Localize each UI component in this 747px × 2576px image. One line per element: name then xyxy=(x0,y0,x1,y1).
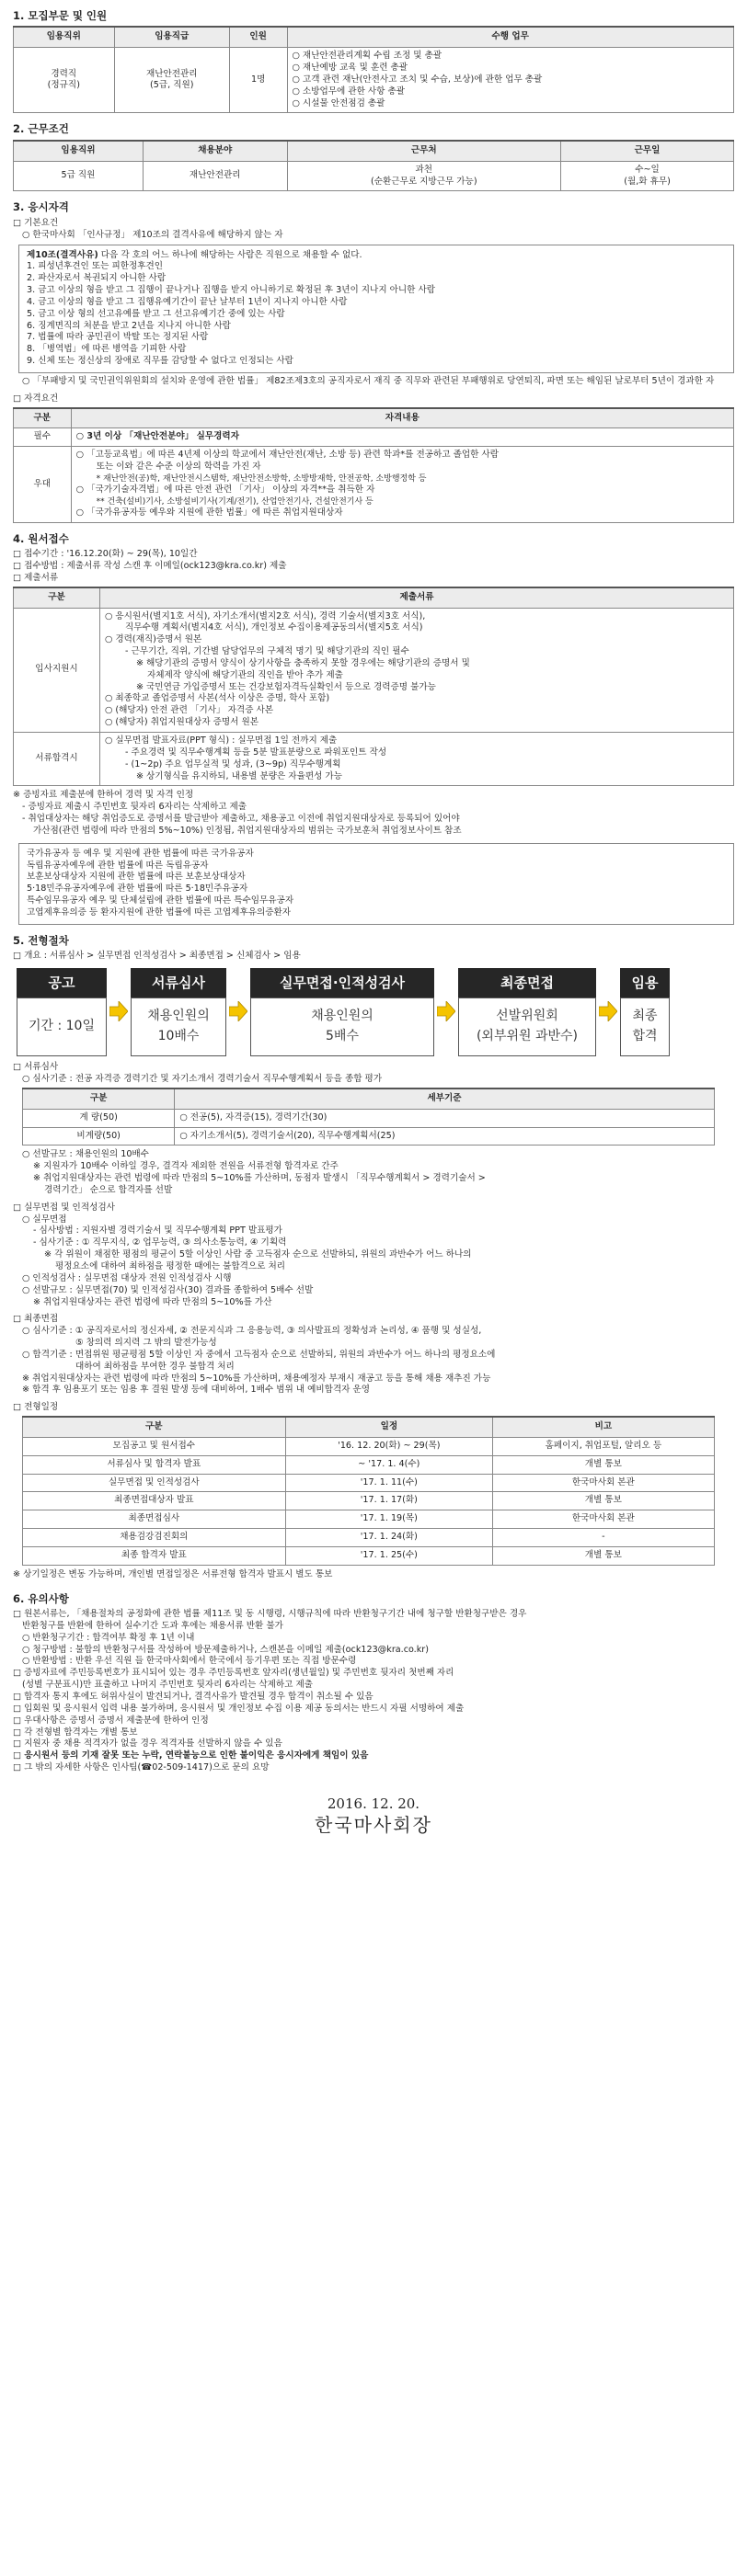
table-row xyxy=(23,1529,715,1547)
application-period: □ 접수기간 : '16.12.20(화) ~ 29(목), 10일간 xyxy=(13,549,198,560)
doc-item: ※ 상기형식을 유지하되, 내용별 분량은 자율편성 가능 xyxy=(135,770,342,781)
doc-item: - (1~2p) 주요 업무실적 및 성과, (3~9p) 직무수행계획 xyxy=(124,758,341,769)
table-header: 구분 xyxy=(23,1417,286,1437)
article-item: 6. 징계면직의 처분을 받고 2년을 지나지 아니한 사람 xyxy=(27,320,231,331)
doc-review-note: 경력기간」 순으로 합격자를 선발 xyxy=(44,1184,173,1195)
schedule-table xyxy=(22,1416,715,1566)
note-item: □ 각 전형별 합격자는 개별 통보 xyxy=(13,1727,138,1738)
table-cell: 개별 통보 xyxy=(493,1455,715,1474)
flow-step-title: 실무면접·인적성검사 xyxy=(250,968,434,997)
required-qualification: ○ 3년 이상 「재난안전분야」 실무경력자 xyxy=(71,428,733,447)
table-cell: 우대 xyxy=(14,447,72,522)
final-interview-item: ⑤ 창의력 의지력 그 밖의 발전가능성 xyxy=(75,1338,217,1349)
duty-item: ○ 소방업무에 관한 사항 총괄 xyxy=(292,85,406,97)
flow-step-title: 최종면접 xyxy=(458,968,596,997)
section-title-qualifications: 3. 응시자격 xyxy=(13,200,69,214)
recruitment-table xyxy=(13,26,734,113)
table-row xyxy=(23,1455,715,1474)
note-item: □ 원본서류는, 「채용절차의 공정화에 관한 법률 제11조 및 동 시행령, 시행규칙에 따라 반환청구기간 내에 청구할 반환청구받은 경우 xyxy=(13,1609,527,1620)
flow-step xyxy=(250,968,434,1056)
article-item: 3. 금고 이상의 형을 받고 그 집행이 끝나거나 집행을 받지 아니하기로 확정된 후 3년이 지나지 아니한 사람 xyxy=(27,285,436,296)
note-item: 반환청구를 반환에 한하여 실수기간 도과 후에는 채용서류 반환 불가 xyxy=(22,1620,283,1631)
article-item: 7. 법률에 따라 공민권이 박탈 또는 정지된 사람 xyxy=(27,332,209,343)
table-header: 수행 업무 xyxy=(287,27,734,47)
doc-review-heading: □ 서류심사 xyxy=(13,1062,59,1073)
table-cell: 비계량(50) xyxy=(23,1127,175,1146)
table-cell: 채용검강검진회의 xyxy=(23,1529,286,1547)
table-header: 임용직위 xyxy=(14,141,144,161)
table-cell: 입사지원시 xyxy=(14,608,100,732)
doc-item: ○ (해당자) 취업지원대상자 증명서 원본 xyxy=(104,717,259,728)
flow-step xyxy=(17,968,107,1056)
duty-item: ○ 재난예방 교육 및 훈련 총괄 xyxy=(292,63,408,74)
flow-step-body: 기간 : 10일 xyxy=(17,997,107,1056)
table-cell xyxy=(561,161,734,191)
table-row xyxy=(23,1510,715,1529)
disqualification-box xyxy=(18,245,734,373)
doc-item: ○ 경력(재직)증명서 원본 xyxy=(104,634,202,645)
application-method: □ 접수방법 : 제출서류 작성 스캔 후 이메일(ock123@kra.co.kr) 제출 xyxy=(13,561,287,572)
section-title-conditions: 2. 근무조건 xyxy=(13,122,69,136)
schedule-note: ※ 상기일정은 변동 가능하며, 개인별 면접일정은 서류전형 합격자 발표시 별도 통보 xyxy=(13,1568,333,1579)
pref-item: ** 건축(설비)기사, 소방설비기사(기계/전기), 산업안전기사, 건설안전기사 등 xyxy=(96,496,374,507)
flow-step xyxy=(131,968,226,1056)
table-cell: '16. 12. 20(화) ~ 29(목) xyxy=(285,1437,492,1455)
table-cell: ○ 자기소개서(5), 경력기술서(20), 직무수행계획서(25) xyxy=(175,1127,714,1146)
pass-docs xyxy=(99,733,733,786)
flow-step-title: 임용 xyxy=(620,968,670,997)
table-row xyxy=(23,1474,715,1492)
table-cell: 재난안전관리 xyxy=(143,161,287,191)
interview-item: ※ 취업지원대상자는 관련 법령에 따라 만점의 5~10%를 가산 xyxy=(33,1296,272,1307)
doc-item: ○ 실무면접 발표자료(PPT 형식) : 실무면접 1일 전까지 제출 xyxy=(104,735,338,746)
arrow-right-icon xyxy=(226,1001,250,1021)
application-docs xyxy=(99,608,733,732)
workday-note: (월,화 휴무) xyxy=(624,176,671,187)
pref-item: 또는 이와 같은 수준 이상의 학력을 가진 자 xyxy=(96,462,261,473)
table-header: 근무일 xyxy=(561,141,734,161)
doc-item: ※ 해당기관의 증명서 양식이 상기사항을 충족하지 못할 경우에는 해당기관의 증명서 및 xyxy=(135,657,470,668)
veterans-item: 독립유공자예우에 관한 법률에 따른 독립유공자 xyxy=(27,860,209,871)
veterans-item: 국가유공자 등 예우 및 지원에 관한 법률에 따른 국가유공자 xyxy=(27,848,254,859)
interview-item: ※ 각 위원이 채점한 평점의 평균이 5할 이상인 사람 중 고득점자 순으로 선발하되, 위원의 과반수가 어느 하나의 xyxy=(44,1249,472,1260)
table-header: 자격내용 xyxy=(71,408,733,428)
table-cell: 홈페이지, 취업포털, 알리오 등 xyxy=(493,1437,715,1455)
note-item: ○ 반환방법 : 반환 우선 직원 들 한국마사회에서 한국에서 등기우편 또는 직접 방문수령 xyxy=(22,1656,357,1667)
flow-step xyxy=(458,968,596,1056)
article-head: 제10조(결격사유) xyxy=(27,249,98,260)
arrow-right-icon xyxy=(107,1001,131,1021)
flow-step-body: 채용인원의 5배수 xyxy=(250,997,434,1056)
table-cell: 최종면접심사 xyxy=(23,1510,286,1529)
flow-step-body: 최종 합격 xyxy=(620,997,670,1056)
final-interview-item: 대하여 최하점을 부여한 경우 불합격 처리 xyxy=(75,1361,235,1372)
note-item: □ 그 밖의 자세한 사항은 인사팀(☎02-509-1417)으로 문의 요망 xyxy=(13,1762,270,1773)
table-cell: '17. 1. 24(화) xyxy=(285,1529,492,1547)
documents-table xyxy=(13,587,734,787)
table-header: 비고 xyxy=(493,1417,715,1437)
table-cell: 5급 직원 xyxy=(14,161,144,191)
table-header: 일정 xyxy=(285,1417,492,1437)
veterans-box xyxy=(18,843,734,925)
section-title-notes: 6. 유의사항 xyxy=(13,1591,69,1605)
table-row xyxy=(23,1547,715,1566)
pref-item: ○ 「국가기술자격법」에 따른 안전 관련 「기사」 이상의 자격**을 취득한 자 xyxy=(75,484,375,496)
flow-step-body: 채용인원의 10배수 xyxy=(131,997,226,1056)
table-header: 세부기준 xyxy=(175,1089,714,1109)
doc-review-table xyxy=(22,1088,715,1146)
table-cell: 1명 xyxy=(229,48,287,113)
footer-date: 2016. 12. 20. xyxy=(327,1795,420,1812)
doc-item: 직무수행 계획서(별지4호 서식), 개인정보 수집이용제공동의서(별지5호 서식) xyxy=(124,622,423,633)
duty-item: ○ 시설물 안전점검 총괄 xyxy=(292,97,385,108)
final-interview-item: ○ 합격기준 : 면접위원 평균평점 5할 이상인 자 중에서 고득점자 순으로 선발하되, 위원의 과반수가 어느 하나의 평정요소에 xyxy=(22,1349,496,1360)
table-cell: 서류합격시 xyxy=(14,733,100,786)
final-interview-heading: □ 최종면접 xyxy=(13,1314,59,1325)
table-cell: - xyxy=(493,1529,715,1547)
veterans-item: 보훈보상대상자 지원에 관한 법률에 따른 보훈보상대상자 xyxy=(27,872,246,883)
table-row xyxy=(23,1437,715,1455)
article-intro: 다음 각 호의 어느 하나에 해당하는 사람은 직원으로 채용할 수 없다. xyxy=(98,249,362,260)
table-cell: 경력직 (정규직) xyxy=(14,48,115,113)
veterans-item: 고엽제후유의증 등 환자지원에 관한 법률에 따른 고엽제후유의증환자 xyxy=(27,906,292,918)
interview-heading: □ 실무면접 및 인적성검사 xyxy=(13,1202,115,1213)
table-header: 인원 xyxy=(229,27,287,47)
table-cell: ~ '17. 1. 4(수) xyxy=(285,1455,492,1474)
table-row xyxy=(23,1492,715,1510)
article-item: 5. 금고 이상 형의 선고유예를 받고 그 선고유예기간 중에 있는 사람 xyxy=(27,308,285,319)
interview-item: ○ 인적성검사 : 실무면접 대상자 전원 인적성검사 시행 xyxy=(22,1272,232,1283)
doc-item: ○ 최종학교 졸업증명서 사본(석사 이상은 증명, 학사 포함) xyxy=(104,693,330,704)
doc-item: 자체제작 양식에 해당기관의 직인을 받아 추가 제출 xyxy=(146,669,343,680)
table-cell: 서류심사 및 합격자 발표 xyxy=(23,1455,286,1474)
table-cell xyxy=(287,161,561,191)
pref-item: ○ 「국가유공자등 예우와 지원에 관한 법률」에 따른 취업지원대상자 xyxy=(75,507,343,518)
interview-item: ○ 선발규모 : 실무면접(70) 및 인적성검사(30) 결과를 종합하여 5배수 선발 xyxy=(22,1284,314,1295)
duty-item: ○ 고객 관련 재난(안전사고 조치 및 수습, 보상)에 관한 업무 총괄 xyxy=(292,74,543,85)
process-flow xyxy=(17,968,734,1056)
table-cell: 한국마사회 본관 xyxy=(493,1474,715,1492)
doc-review-criteria: ○ 심사기준 : 전공 자격증 경력기간 및 자기소개서 경력기술서 직무수행계획서 등을 종합 평가 xyxy=(22,1074,383,1084)
duty-item: ○ 재난안전관리계획 수립 조정 및 총괄 xyxy=(292,51,442,62)
note-item: □ 지원자 중 채용 적격자가 없을 경우 적격자를 선발하지 않을 수 있음 xyxy=(13,1738,282,1750)
duties-cell xyxy=(287,48,734,113)
arrow-right-icon xyxy=(434,1001,458,1021)
qualification-table xyxy=(13,407,734,523)
note-item: ○ 청구방법 : 불합의 반환청구서를 작성하여 방문제출하거나, 스캔본을 이메일 제출(ock123@kra.co.kr) xyxy=(22,1644,429,1655)
workplace-note: (순환근무로 지방근무 가능) xyxy=(371,176,477,187)
doc-review-note: ※ 지원자가 10배수 이하일 경우, 결격자 제외한 전원을 서류전형 합격자로 간주 xyxy=(33,1161,339,1172)
anti-corruption-note: ○ 「부패방지 및 국민권익위원회의 설치와 운영에 관한 법률」 제82조제3호의 공직자로서 재직 중 직무와 관련된 부패행위로 당연퇴직, 파면 또는 해임된 날로부터 5년이 경과한 자 xyxy=(22,375,715,386)
interview-item: - 심사방법 : 지원자별 경력기술서 및 직무수행계획 PPT 발표평가 xyxy=(33,1225,282,1237)
note-item: ○ 반환청구기간 : 합격여부 확정 후 1년 이내 xyxy=(22,1632,195,1643)
footer xyxy=(13,1795,734,1838)
table-header: 구분 xyxy=(14,408,72,428)
section-title-process: 5. 전형절차 xyxy=(13,933,69,947)
table-cell: '17. 1. 25(수) xyxy=(285,1547,492,1566)
final-interview-item: ※ 합격 후 임용포기 또는 임용 후 결원 발생 등에 대비하여, 1배수 범위 내 예비합격자 운영 xyxy=(22,1385,371,1396)
table-cell: 최종 합격자 발표 xyxy=(23,1547,286,1566)
table-cell: 계 량(50) xyxy=(23,1109,175,1127)
note-item: □ 합격자 통지 후에도 허위사실이 발견되거나, 결격사유가 발견될 경우 합격이 취소될 수 있음 xyxy=(13,1692,374,1702)
doc-item: - 주요경력 및 직무수행계획 등을 5분 발표분량으로 파워포인트 작성 xyxy=(124,747,387,758)
article-item: 9. 신체 또는 정신상의 장애로 직무를 감당할 수 없다고 인정되는 사람 xyxy=(27,356,293,367)
evidence-note: 가산점(관련 법령에 따라 만점의 5%~10%) 인정됨, 취업지원대상자의 범위는 국가보훈처 취업정보사이트 참조 xyxy=(33,825,462,836)
documents-heading: □ 제출서류 xyxy=(13,572,59,583)
note-item: □ 증빙자료에 주민등록번호가 표시되어 있는 경우 주민등록번호 앞자리(생년월일) 및 주민번호 뒷자리 첫번째 자리 xyxy=(13,1668,454,1679)
article-item: 4. 금고 이상의 형을 받고 그 집행유예기간이 끝난 날부터 1년이 지나지 아니한 사람 xyxy=(27,296,348,307)
table-header: 구분 xyxy=(14,587,100,608)
flow-step-title: 서류심사 xyxy=(131,968,226,997)
note-item: □ 우대사항은 증명서 증명서 제출분에 한하여 인정 xyxy=(13,1715,209,1726)
conditions-table xyxy=(13,140,734,192)
evidence-note: ※ 증빙자료 제출분에 한하여 경력 및 자격 인정 xyxy=(13,790,194,801)
doc-item: - 근무기간, 직위, 기간별 담당업무의 구체적 명기 및 해당기관의 직인 필수 xyxy=(124,646,409,657)
veterans-item: 5·18민주유공자예우에 관한 법률에 따른 5·18민주유공자 xyxy=(27,883,248,895)
table-header: 임용직급 xyxy=(114,27,229,47)
table-header: 채용분야 xyxy=(143,141,287,161)
table-cell: 최종면접대상자 발표 xyxy=(23,1492,286,1510)
doc-item: ○ (해당자) 안전 관련 「기사」 자격증 사본 xyxy=(104,705,274,716)
flow-step-title: 공고 xyxy=(17,968,107,997)
table-cell: 개별 통보 xyxy=(493,1492,715,1510)
table-cell: 개별 통보 xyxy=(493,1547,715,1566)
note-item: (성별 구분표시)만 표출하고 나머지 주민번호 뒷자리 6자리는 삭제하고 제출 xyxy=(22,1680,314,1691)
flow-step xyxy=(620,968,670,1056)
doc-item: ※ 국민연금 가입증명서 또는 건강보험자격득실확인서 등으로 경력증명 불가능 xyxy=(135,681,436,692)
flow-step-body: 선발위원회 (외부위원 과반수) xyxy=(458,997,596,1056)
pref-item: ○ 「고등교육법」에 따른 4년제 이상의 학교에서 재난안전(재난, 소방 등) 관련 학과*를 전공하고 졸업한 사람 xyxy=(75,450,499,461)
basic-requirement: ○ 한국마사회 「인사규정」 제10조의 결격사유에 해당하지 않는 자 xyxy=(22,229,283,240)
veterans-item: 특수임무유공자 예우 및 단체설립에 관한 법률에 따른 특수임무유공자 xyxy=(27,895,294,906)
article-item: 1. 피성년후견인 또는 피한정후견인 xyxy=(27,261,164,272)
table-cell: '17. 1. 19(목) xyxy=(285,1510,492,1529)
doc-item: ○ 응시원서(별지1호 서식), 자기소개서(별지2호 서식), 경력 기술서(별지3호 서식), xyxy=(104,610,426,621)
table-cell: '17. 1. 11(수) xyxy=(285,1474,492,1492)
note-item: □ 응시원서 등의 기재 잘못 또는 누락, 연락불능으로 인한 불이익은 응시자에게 책임이 있음 xyxy=(13,1750,369,1761)
final-interview-item: ※ 취업지원대상자는 관련 법령에 따라 만점의 5~10%를 가산하며, 채용예정자 부재시 재공고 등을 통해 채용 재추진 가능 xyxy=(22,1373,491,1384)
evidence-note: - 증빙자료 제출시 주민번호 뒷자리 6자리는 삭제하고 제출 xyxy=(22,802,247,813)
footer-organization: 한국마사회장 xyxy=(315,1814,432,1836)
article-item: 2. 파산자로서 복권되지 아니한 사람 xyxy=(27,273,167,284)
doc-review-note: ※ 취업지원대상자는 관련 법령에 따라 만점의 5~10%를 가산하며, 동점자 발생시 「직무수행계획서 > 경력기술서 > xyxy=(33,1173,486,1184)
table-cell: 실무면접 및 인적성검사 xyxy=(23,1474,286,1492)
table-cell: '17. 1. 17(화) xyxy=(285,1492,492,1510)
basic-requirements-heading: □ 기본요건 xyxy=(13,217,59,228)
interview-item: ○ 실무면접 xyxy=(22,1214,67,1225)
table-cell: 필수 xyxy=(14,428,72,447)
qualification-heading: □ 자격요건 xyxy=(13,393,59,404)
table-header: 임용직위 xyxy=(14,27,115,47)
workplace: 과천 xyxy=(415,164,433,175)
table-cell: 모집공고 및 원서접수 xyxy=(23,1437,286,1455)
table-header: 제출서류 xyxy=(99,587,733,608)
table-cell: 재난안전관리 (5급, 직원) xyxy=(114,48,229,113)
interview-item: - 심사기준 : ① 직무지식, ② 업무능력, ③ 의사소통능력, ④ 기획력 xyxy=(33,1237,287,1248)
table-cell: ○ 전공(5), 자격증(15), 경력기간(30) xyxy=(175,1109,714,1127)
table-header: 구분 xyxy=(23,1089,175,1109)
schedule-heading: □ 전형일정 xyxy=(13,1402,59,1413)
process-overview: □ 개요 : 서류심사 > 실무면접 인적성검사 > 최종면접 > 신체검사 > 임용 xyxy=(13,951,301,962)
table-cell: 한국마사회 본관 xyxy=(493,1510,715,1529)
arrow-right-icon xyxy=(596,1001,620,1021)
note-item: □ 입회원 및 응시원서 입력 내용 불가하며, 응시원서 및 개인정보 수집 이용 제공 동의서는 반드시 자필 서명하여 제출 xyxy=(13,1703,465,1714)
pref-item: * 재난안전(공)학, 재난안전시스템학, 재난안전소방학, 소방방재학, 안전공학, 소방행정학 등 xyxy=(96,474,427,484)
evidence-note: - 취업대상자는 해당 취업증도로 증명서를 발급받아 제출하고, 채용공고 이전에 취업지원대상자로 등록되어 있어야 xyxy=(22,814,460,825)
article-item: 8. 「병역법」에 따른 병역을 기피한 사람 xyxy=(27,344,187,355)
doc-review-note: ○ 선발규모 : 채용인원의 10배수 xyxy=(22,1149,149,1160)
section-title-recruitment: 1. 모집부문 및 인원 xyxy=(13,9,108,22)
workday: 수~일 xyxy=(635,164,660,175)
preferred-qualifications xyxy=(71,447,733,522)
section-title-application: 4. 원서접수 xyxy=(13,531,69,545)
final-interview-item: ○ 심사기준 : ① 공직자로서의 정신자세, ② 전문지식과 그 응용능력, ③ 의사발표의 정확성과 논리성, ④ 품행 및 성실성, xyxy=(22,1326,482,1337)
interview-item: 평정요소에 대하여 최하점을 평정한 때에는 불합격으로 처리 xyxy=(55,1260,285,1271)
table-header: 근무처 xyxy=(287,141,561,161)
